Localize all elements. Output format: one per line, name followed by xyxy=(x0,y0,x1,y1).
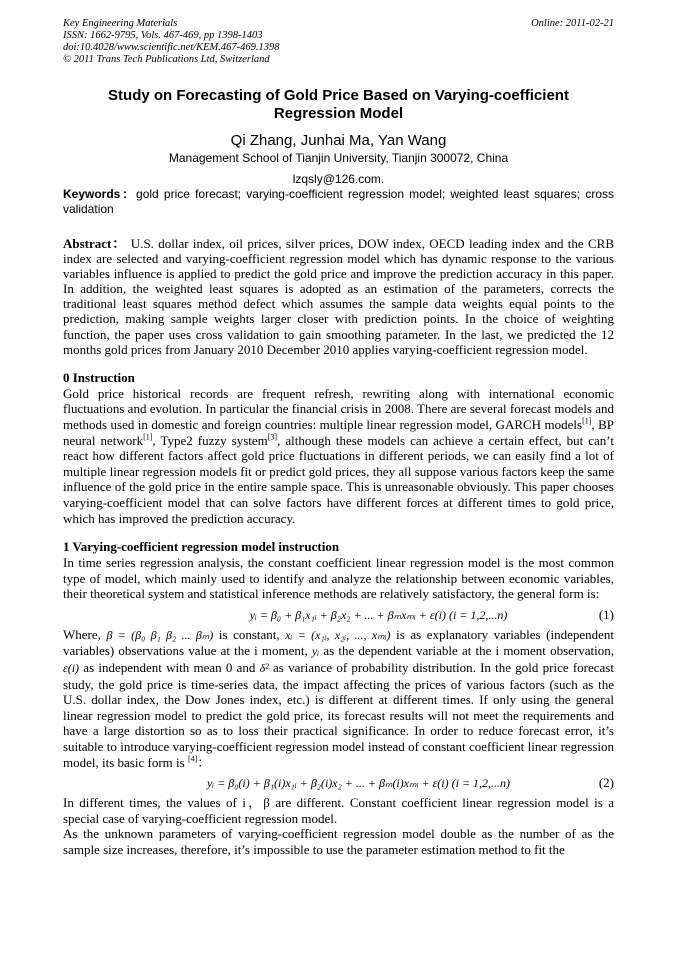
equation-1-number: (1) xyxy=(598,606,614,622)
issn-line: ISSN: 1662-9795, Vols. 467-469, pp 1398-1403 xyxy=(63,30,263,41)
copyright-line: © 2011 Trans Tech Publications Ltd, Switzerland xyxy=(63,54,270,65)
section-1-paragraph-1: In time series regression analysis, the constant coefficient linear regression model is the most common type of model, which mainly used to identify and analyze the relationship between economic variables, their theoretical system and statistical inference methods are relatively satisfactory, the general form is: xyxy=(63,555,614,602)
equation-2-number: (2) xyxy=(598,775,614,791)
math-beta-vector: β = (β₀ β₁ β₂ ... βₘ) xyxy=(106,627,214,642)
online-date: Online: 2011-02-21 xyxy=(531,18,614,29)
section-1-paragraph-4: As the unknown parameters of varying-coefficient regression model double as the number of as the sample size increases, therefore, it’s impossible to use the parameter estimation method to fit the xyxy=(63,826,614,857)
text-run: Where, xyxy=(63,626,107,642)
doi-line: doi:10.4028/www.scientific.net/KEM.467-469.1398 xyxy=(63,42,280,53)
text-run: is as explanatory variables (independent variables) observations value at the i moment, xyxy=(63,626,615,659)
affiliation: Management School of Tianjin University, Tianjin 300072, China xyxy=(168,151,509,165)
text-run: Gold price historical records are frequent refresh, rewriting along with international economic fluctuations and evolution. In particular the financial crisis in 2008. There are several forecast models and methods used in domestic and foreign countries: multiple linear regression model, GARCH models xyxy=(63,385,614,432)
abstract xyxy=(63,236,614,357)
section-1-heading: 1 Varying-coefficient regression model instruction xyxy=(63,539,340,555)
journal-header xyxy=(63,18,614,66)
abstract-text: U.S. dollar index, oil prices, silver prices, DOW index, OECD leading index and the CRB index are selected and varying-coefficient regression model which has dynamic response to the various variables influence is applied to predict the gold price and improve the prediction accuracy in this paper. In addition, the weighted least squares is adopted as an estimation of the parameters, corrects the traditional least squares method defect which assumes the sample data weights equal points to the prediction, making sample weights larger closer with prediction points. In the choice of weighting function, the paper uses cross validation to gain smoothing parameter. In the last, we predicted the 12 months gold prices from January 2010 December 2010 applies varying-coefficient regression model. xyxy=(63,236,614,357)
section-0-heading: 0 Instruction xyxy=(63,369,135,385)
author-email: lzqsly@126.com. xyxy=(292,172,385,186)
text-run: , BP neural network xyxy=(63,416,615,448)
citation: [4] xyxy=(187,754,198,764)
citation: [3] xyxy=(267,432,278,442)
author-list: Qi Zhang, Junhai Ma, Yan Wang xyxy=(230,132,447,149)
equation-2 xyxy=(63,774,614,792)
equation-2-expression: yᵢ = β₀(i) + β₁(i)x₁ᵢ + β₂(i)x₂ + ... + βₘ(i)xₘᵢ + ε(i) (i = 1,2,...n) xyxy=(206,776,511,791)
math-x-vector: xᵢ = (x₁ᵢ, x₂ᵢ, ..., xₘᵢ) xyxy=(285,627,391,642)
text-run: , Type2 fuzzy system xyxy=(152,432,268,448)
keywords xyxy=(63,187,614,216)
math-delta: δ² xyxy=(259,661,269,676)
keywords-label: Keywords： xyxy=(63,187,137,201)
section-0-paragraph xyxy=(63,386,614,526)
abstract-label: Abstract： xyxy=(63,236,127,251)
math-y: yᵢ xyxy=(311,644,320,659)
text-run: , although these models can achieve a certain effect, but can’t react how different factors affect gold price fluctuations in different periods, we can easily find a lot of multiple linear regression models fit or predict gold prices, they all suppose various factors keep the same influence of the gold price in the entire sample space. This is unreasonable obviously. This paper chooses varying-coefficient model that can solve factors have different forces at different times to gold price, which has improved the prediction accuracy. xyxy=(63,432,614,526)
text-run: as variance of probability distribution. In the gold price forecast study, the gold price is time-series data, the impact affecting the prices of various factors (such as the U.S. dollar index, the Dow Jones index, etc.) is different at different times. If only using the general linear regression model to predict the gold price, its forecast results will not meet the requirements and have a large distortion so as to loss their practical significance. In order to reduce forecast error, it’s suitable to introduce varying-coefficient regression model instead of constant coefficient linear regression model, its basic form is xyxy=(63,660,614,770)
text-run: is constant, xyxy=(213,626,286,642)
journal-name: Key Engineering Materials xyxy=(63,18,178,29)
math-epsilon: ε(i) xyxy=(63,661,80,676)
keywords-text: gold price forecast; varying-coefficient regression model; weighted least squares; cross validation xyxy=(63,187,614,216)
text-run: as the dependent variable at the i moment observation, xyxy=(319,643,614,659)
citation: [1] xyxy=(582,416,592,426)
text-run: ： xyxy=(197,754,211,770)
section-1-paragraph-2 xyxy=(63,627,614,770)
equation-1-expression: yᵢ = β₀ + β₁x₁ᵢ + β₂x₂ + ... + βₘxₘᵢ + ε(i) (i = 1,2,...n) xyxy=(249,607,508,622)
text-run: as independent with mean 0 and xyxy=(79,660,260,676)
section-1-paragraph-3: In different times, the values of i，β are different. Constant coefficient linear regression model is a special case of varying-coefficient regression model. xyxy=(63,795,614,826)
equation-1 xyxy=(63,606,614,624)
paper-title: Study on Forecasting of Gold Price Based on Varying-coefficient Regression Model xyxy=(108,87,569,122)
citation: [1] xyxy=(143,432,153,442)
